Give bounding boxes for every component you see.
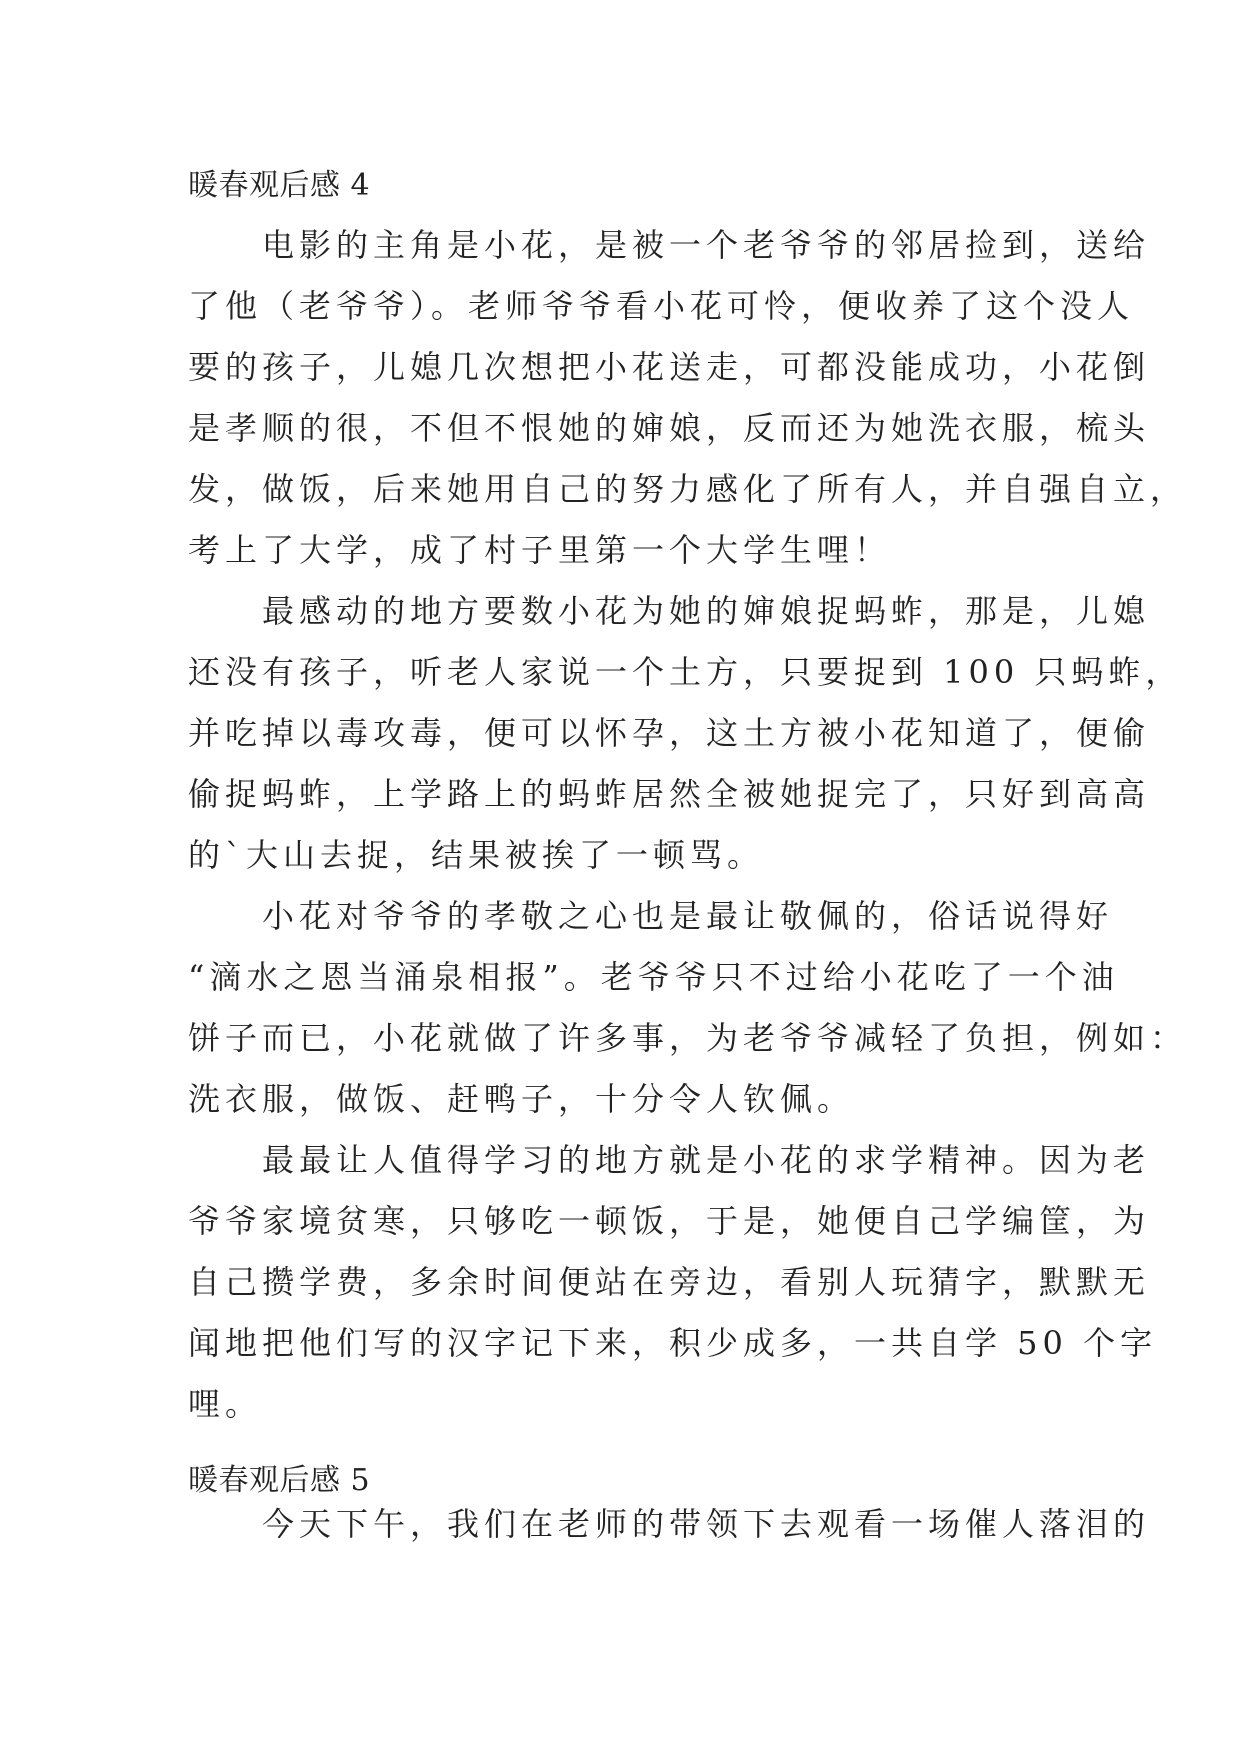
text-line: 并吃掉以毒攻毒，便可以怀孕，这土方被小花知道了，便偷 <box>188 714 1151 752</box>
text-line: 要的孩子，儿媳几次想把小花送走，可都没能成功，小花倒 <box>188 348 1151 386</box>
text-line: 饼子而已，小花就做了许多事，为老爷爷减轻了负担，例如： <box>188 1019 1188 1057</box>
text-line: 今天下午，我们在老师的带领下去观看一场催人落泪的 <box>188 1505 1151 1543</box>
text-line: 爷爷家境贫寒，只够吃一顿饭，于是，她便自己学编筐，为 <box>188 1202 1151 1240</box>
text-line: 最感动的地方要数小花为她的婶娘捉蚂蚱，那是，儿媳 <box>188 592 1151 630</box>
text-line: 发，做饭，后来她用自己的努力感化了所有人，并自强自立， <box>188 470 1188 508</box>
text-line: 考上了大学，成了村子里第一个大学生哩！ <box>188 531 892 569</box>
text-line: 最最让人值得学习的地方就是小花的求学精神。因为老 <box>188 1141 1151 1179</box>
text-line: 的`大山去捉，结果被挨了一顿骂。 <box>188 836 765 874</box>
text-line: “滴水之恩当涌泉相报”。老爷爷只不过给小花吃了一个油 <box>188 958 1119 996</box>
text-line: 自己攒学费，多余时间便站在旁边，看别人玩猜字，默默无 <box>188 1263 1151 1301</box>
section-title: 暖春观后感 4 <box>188 168 371 203</box>
text-line: 偷捉蚂蚱，上学路上的蚂蚱居然全被她捉完了，只好到高高 <box>188 775 1151 813</box>
text-line: 是孝顺的很，不但不恨她的婶娘，反而还为她洗衣服，梳头 <box>188 409 1151 447</box>
text-line: 洗衣服，做饭、赶鸭子，十分令人钦佩。 <box>188 1080 855 1118</box>
text-line: 哩。 <box>188 1385 263 1423</box>
text-line: 还没有孩子，听老人家说一个土方，只要捉到 100 只蚂蚱， <box>188 653 1183 691</box>
text-line: 闻地把他们写的汉字记下来，积少成多，一共自学 50 个字 <box>188 1324 1158 1362</box>
text-line: 小花对爷爷的孝敬之心也是最让敬佩的，俗话说得好 <box>188 897 1114 935</box>
section-body <box>188 215 1188 1435</box>
section-body <box>188 1494 1151 1555</box>
section-title: 暖春观后感 5 <box>188 1463 371 1498</box>
text-line: 了他（老爷爷）。老师爷爷看小花可怜，便收养了这个没人 <box>188 287 1135 325</box>
text-line: 电影的主角是小花，是被一个老爷爷的邻居捡到，送给 <box>188 226 1151 264</box>
